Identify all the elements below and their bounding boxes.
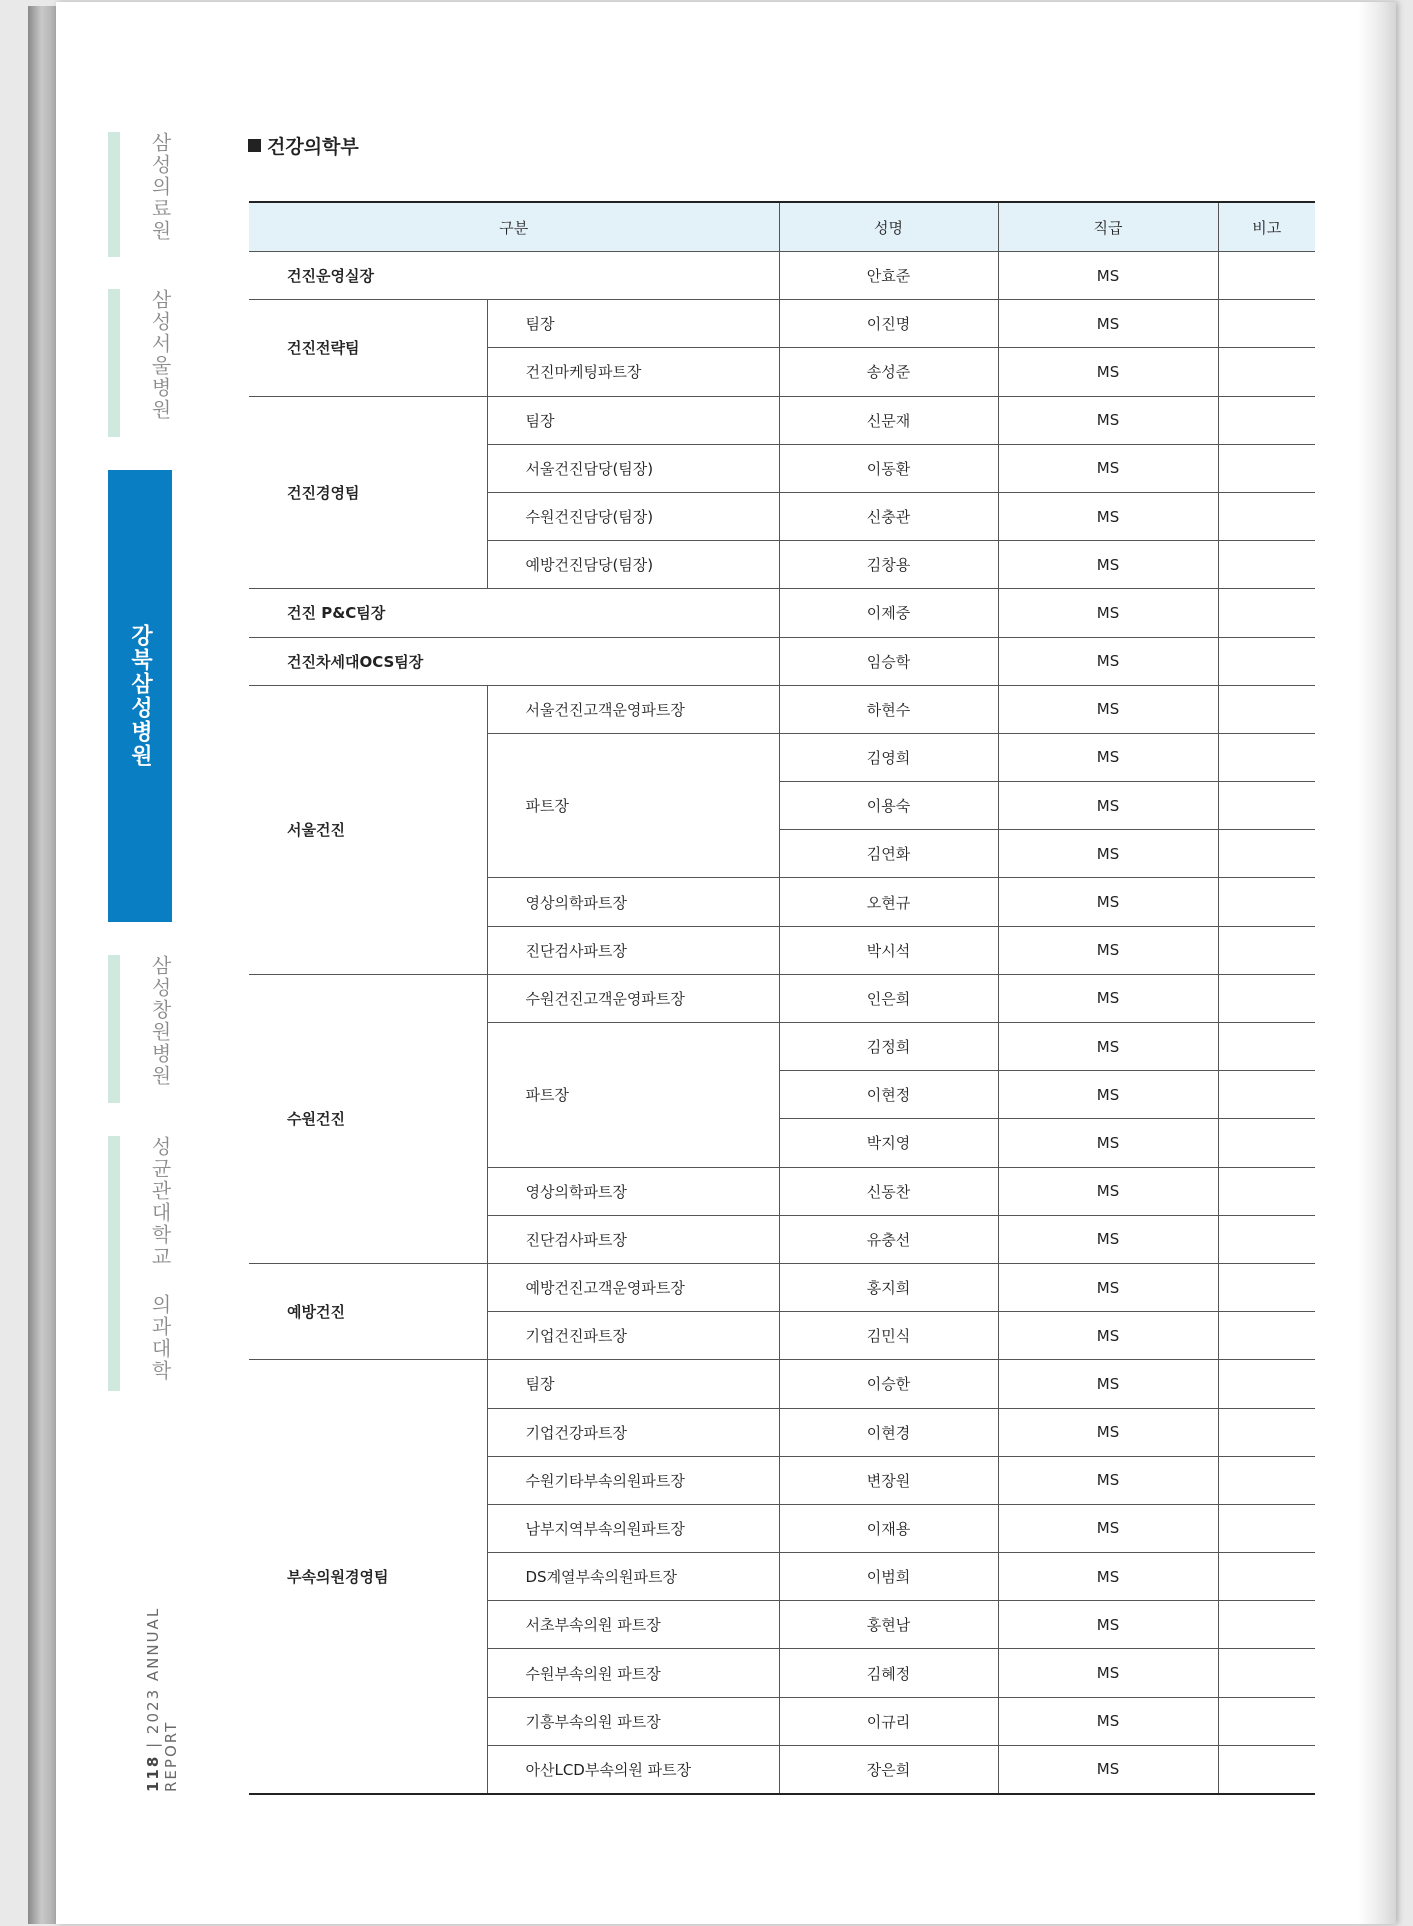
note-cell [1218,252,1315,300]
note-cell [1218,878,1315,926]
name-cell: 인은희 [779,974,998,1022]
note-cell [1218,396,1315,444]
rank-cell: MS [998,541,1218,589]
role-cell: 팀장 [487,300,779,348]
note-cell [1218,1649,1315,1697]
note-cell [1218,974,1315,1022]
role-cell: 서울건진담당(팀장) [487,444,779,492]
page-footer [144,1550,180,1792]
name-cell: 이제중 [779,589,998,637]
name-cell: 김민식 [779,1312,998,1360]
rank-cell: MS [998,733,1218,781]
rank-cell: MS [998,1360,1218,1408]
note-cell [1218,1697,1315,1745]
note-cell [1218,541,1315,589]
role-cell: 기업건진파트장 [487,1312,779,1360]
name-cell: 김영희 [779,733,998,781]
square-bullet-icon [248,139,261,152]
name-cell: 안효준 [779,252,998,300]
name-cell: 신동찬 [779,1167,998,1215]
rank-cell: MS [998,1553,1218,1601]
name-cell: 이승한 [779,1360,998,1408]
rank-cell: MS [998,1312,1218,1360]
table-row [249,589,1315,637]
role-cell: 수원건진담당(팀장) [487,492,779,540]
side-tab-label: 성균관대학교 의과대학 [148,1136,172,1382]
note-cell [1218,444,1315,492]
rank-cell: MS [998,1504,1218,1552]
name-cell: 홍현남 [779,1601,998,1649]
role-cell: 서초부속의원 파트장 [487,1601,779,1649]
name-cell: 이규리 [779,1697,998,1745]
role-cell: 기업건강파트장 [487,1408,779,1456]
report-title: 2023 ANNUAL REPORT [144,1606,180,1792]
note-cell [1218,926,1315,974]
rank-cell: MS [998,830,1218,878]
section-title: 건강의학부 [248,132,359,159]
role-cell: 진단검사파트장 [487,926,779,974]
name-cell: 장은희 [779,1745,998,1794]
name-cell: 박시석 [779,926,998,974]
rank-cell: MS [998,1119,1218,1167]
note-cell [1218,782,1315,830]
name-cell: 유충선 [779,1215,998,1263]
note-cell [1218,1312,1315,1360]
note-cell [1218,1023,1315,1071]
group-cell: 예방건진 [249,1263,487,1359]
rank-cell: MS [998,492,1218,540]
note-cell [1218,1601,1315,1649]
note-cell [1218,637,1315,685]
note-cell [1218,1456,1315,1504]
name-cell: 임승학 [779,637,998,685]
rank-cell: MS [998,782,1218,830]
note-cell [1218,492,1315,540]
footer-separator: | [144,1740,162,1748]
side-tab-label: 강북삼성병원 [127,624,153,768]
note-cell [1218,1745,1315,1794]
name-cell: 김정희 [779,1023,998,1071]
table-row [249,974,1315,1022]
side-tab-label: 삼성서울병원 [148,289,172,421]
role-cell: 서울건진고객운영파트장 [487,685,779,733]
role-cell: DS계열부속의원파트장 [487,1553,779,1601]
name-cell: 송성준 [779,348,998,396]
name-cell: 이범희 [779,1553,998,1601]
rank-cell: MS [998,1408,1218,1456]
side-tab-label: 삼성의료원 [148,132,172,242]
table-header-row [249,202,1315,252]
rank-cell: MS [998,1215,1218,1263]
rank-cell: MS [998,252,1218,300]
table-row [249,1263,1315,1311]
role-cell: 수원건진고객운영파트장 [487,974,779,1022]
rank-cell: MS [998,1071,1218,1119]
side-tab-label: 삼성창원병원 [148,955,172,1087]
group-cell: 건진경영팀 [249,396,487,589]
page-number: 118 [144,1754,162,1792]
name-cell: 이현정 [779,1071,998,1119]
role-cell: 기흥부속의원 파트장 [487,1697,779,1745]
note-cell [1218,1263,1315,1311]
staff-table [249,201,1315,1795]
note-cell [1218,1504,1315,1552]
name-cell: 이동환 [779,444,998,492]
role-cell: 진단검사파트장 [487,1215,779,1263]
role-cell: 예방건진담당(팀장) [487,541,779,589]
group-cell: 건진전략팀 [249,300,487,396]
note-cell [1218,1215,1315,1263]
document-page [56,2,1396,1924]
rank-cell: MS [998,685,1218,733]
group-cell: 수원건진 [249,974,487,1263]
table-row [249,300,1315,348]
role-cell: 건진마케팅파트장 [487,348,779,396]
role-cell: 수원부속의원 파트장 [487,1649,779,1697]
rank-cell: MS [998,300,1218,348]
name-cell: 이재용 [779,1504,998,1552]
group-cell: 건진운영실장 [249,252,779,300]
name-cell: 김창용 [779,541,998,589]
role-cell: 아산LCD부속의원 파트장 [487,1745,779,1794]
role-cell: 예방건진고객운영파트장 [487,1263,779,1311]
role-cell: 수원기타부속의원파트장 [487,1456,779,1504]
note-cell [1218,1553,1315,1601]
note-cell [1218,733,1315,781]
side-tab-samsung-medical-center[interactable] [108,132,174,257]
rank-cell: MS [998,637,1218,685]
table-row [249,252,1315,300]
note-cell [1218,1167,1315,1215]
staff-table-wrap [249,201,1315,1795]
rank-cell: MS [998,1023,1218,1071]
header-name: 성명 [779,202,998,252]
table-row [249,1360,1315,1408]
rank-cell: MS [998,396,1218,444]
group-cell: 부속의원경영팀 [249,1360,487,1794]
role-cell: 팀장 [487,1360,779,1408]
book-spine [28,6,58,1924]
name-cell: 하현수 [779,685,998,733]
group-cell: 서울건진 [249,685,487,974]
group-cell: 건진 P&C팀장 [249,589,779,637]
rank-cell: MS [998,1697,1218,1745]
header-category: 구분 [249,202,779,252]
rank-cell: MS [998,1263,1218,1311]
rank-cell: MS [998,348,1218,396]
rank-cell: MS [998,444,1218,492]
note-cell [1218,589,1315,637]
side-tab-samsung-seoul-hospital[interactable] [108,289,174,437]
header-rank: 직급 [998,202,1218,252]
name-cell: 신문재 [779,396,998,444]
name-cell: 변장원 [779,1456,998,1504]
table-row [249,637,1315,685]
rank-cell: MS [998,926,1218,974]
rank-cell: MS [998,589,1218,637]
role-cell: 영상의학파트장 [487,878,779,926]
note-cell [1218,830,1315,878]
note-cell [1218,348,1315,396]
rank-cell: MS [998,1167,1218,1215]
name-cell: 김혜정 [779,1649,998,1697]
note-cell [1218,1119,1315,1167]
role-cell: 파트장 [487,733,779,878]
note-cell [1218,685,1315,733]
name-cell: 박지영 [779,1119,998,1167]
note-cell [1218,300,1315,348]
role-cell: 남부지역부속의원파트장 [487,1504,779,1552]
group-cell: 건진차세대OCS팀장 [249,637,779,685]
role-cell: 파트장 [487,1023,779,1168]
rank-cell: MS [998,1601,1218,1649]
side-tab-kangbuk-samsung-hospital[interactable] [108,470,172,922]
side-tab-skku-medicine[interactable] [108,1136,174,1391]
note-cell [1218,1408,1315,1456]
role-cell: 영상의학파트장 [487,1167,779,1215]
rank-cell: MS [998,1456,1218,1504]
name-cell: 이용숙 [779,782,998,830]
note-cell [1218,1360,1315,1408]
note-cell [1218,1071,1315,1119]
rank-cell: MS [998,974,1218,1022]
rank-cell: MS [998,878,1218,926]
table-row [249,685,1315,733]
table-row [249,396,1315,444]
side-tab-samsung-changwon-hospital[interactable] [108,955,174,1103]
name-cell: 이진명 [779,300,998,348]
page-edge [1358,2,1396,1924]
header-note: 비고 [1218,202,1315,252]
rank-cell: MS [998,1649,1218,1697]
name-cell: 신충관 [779,492,998,540]
rank-cell: MS [998,1745,1218,1794]
name-cell: 오현규 [779,878,998,926]
name-cell: 김연화 [779,830,998,878]
name-cell: 홍지희 [779,1263,998,1311]
role-cell: 팀장 [487,396,779,444]
name-cell: 이현경 [779,1408,998,1456]
